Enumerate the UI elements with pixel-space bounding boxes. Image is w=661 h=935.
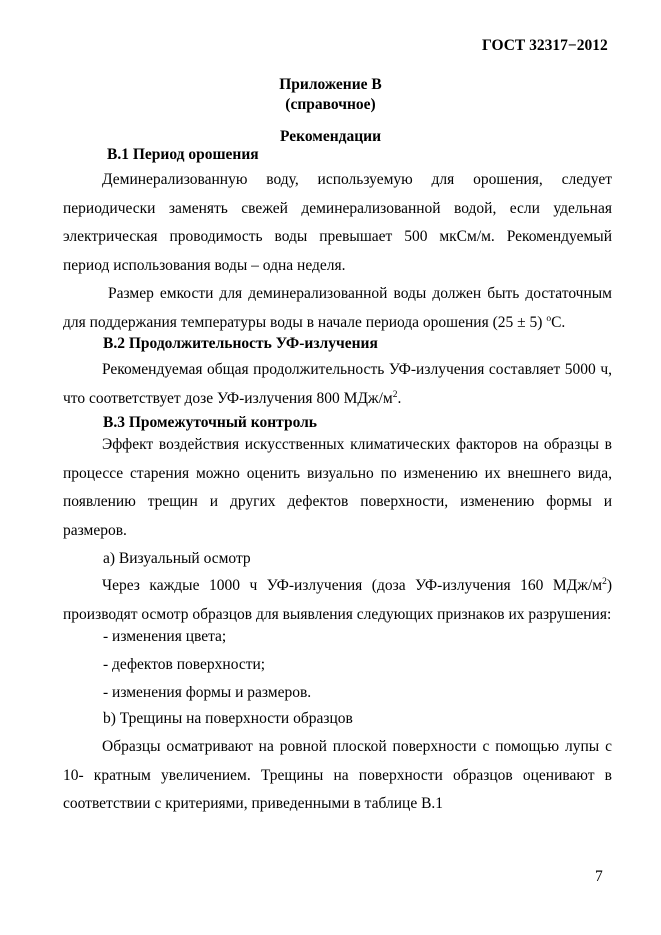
paragraph-b3-3-text: Образцы осматривают на ровной плоской поверхности с помощью лупы с 10- кратным увеличением. Трещины на поверхности образцов оценивают в соответствии с критериями, приведенными в таблице В.1 xyxy=(63,738,612,812)
heading-b3: В.3 Промежуточный контроль xyxy=(103,414,318,431)
appendix-subtitle: (справочное) xyxy=(285,96,376,113)
paragraph-b3-2-text: Через каждые 1000 ч УФ-излучения (доза УФ-излучения 160 МДж/м xyxy=(102,577,603,594)
paragraph-b2-1-text: Рекомендуемая общая продолжительность УФ-излучения составляет 5000 ч, что соответствует дозе УФ-излучения 800 МДж/м xyxy=(63,361,612,407)
square-sup-2: 2 xyxy=(602,577,607,587)
bullet-item: - изменения формы и размеров. xyxy=(103,684,312,701)
paragraph-b3-1-text: Эффект воздействия искусственных климатических факторов на образцы в процессе старения можно оценить визуально по изменению их внешнего вида, появлению трещин и других дефектов поверхности, изменению формы и размеров. xyxy=(63,436,612,539)
section-title: Рекомендации xyxy=(279,128,382,145)
paragraph-b1-2-end: С. xyxy=(551,313,566,331)
paragraph-b1-1-text: Деминерализованную воду, используемую для орошения, следует периодически заменять свежей деминерализованной водой, если удельная электрическая проводимость воды превышает 500 мкСм/м. Рекомендуемый период использования воды – одна неделя. xyxy=(63,171,612,274)
paragraph-b3-3 xyxy=(63,733,612,819)
paragraph-b2-1 xyxy=(63,356,612,413)
square-sup: 2 xyxy=(392,389,398,400)
degree-sup: o xyxy=(546,313,552,324)
paragraph-b3-2-end: ) производят осмотр образцов для выявления следующих признаков их разрушения: xyxy=(63,577,612,623)
standard-header: ГОСТ 32317−2012 xyxy=(482,37,608,54)
bullet-item: - изменения цвета; xyxy=(103,628,227,645)
paragraph-b3-1 xyxy=(63,431,612,545)
page-number: 7 xyxy=(595,868,603,885)
heading-b1: В.1 Период орошения xyxy=(107,146,259,163)
paragraph-b1-2-text: Размер емкости для деминерализованной воды должен быть достаточным для поддержания температуры воды в начале периода орошения (25 ± 5) xyxy=(63,285,612,331)
paragraph-b1-2 xyxy=(63,280,612,337)
list-item-b: b) Трещины на поверхности образцов xyxy=(103,710,353,727)
heading-b2: В.2 Продолжительность УФ-излучения xyxy=(103,335,378,352)
paragraph-b3-2 xyxy=(63,572,612,629)
list-item-a: a) Визуальный осмотр xyxy=(103,550,251,567)
paragraph-b2-1-end: . xyxy=(397,389,402,407)
paragraph-b1-1 xyxy=(63,166,612,280)
bullet-item: - дефектов поверхности; xyxy=(103,656,266,673)
appendix-title: Приложение В xyxy=(279,76,382,93)
